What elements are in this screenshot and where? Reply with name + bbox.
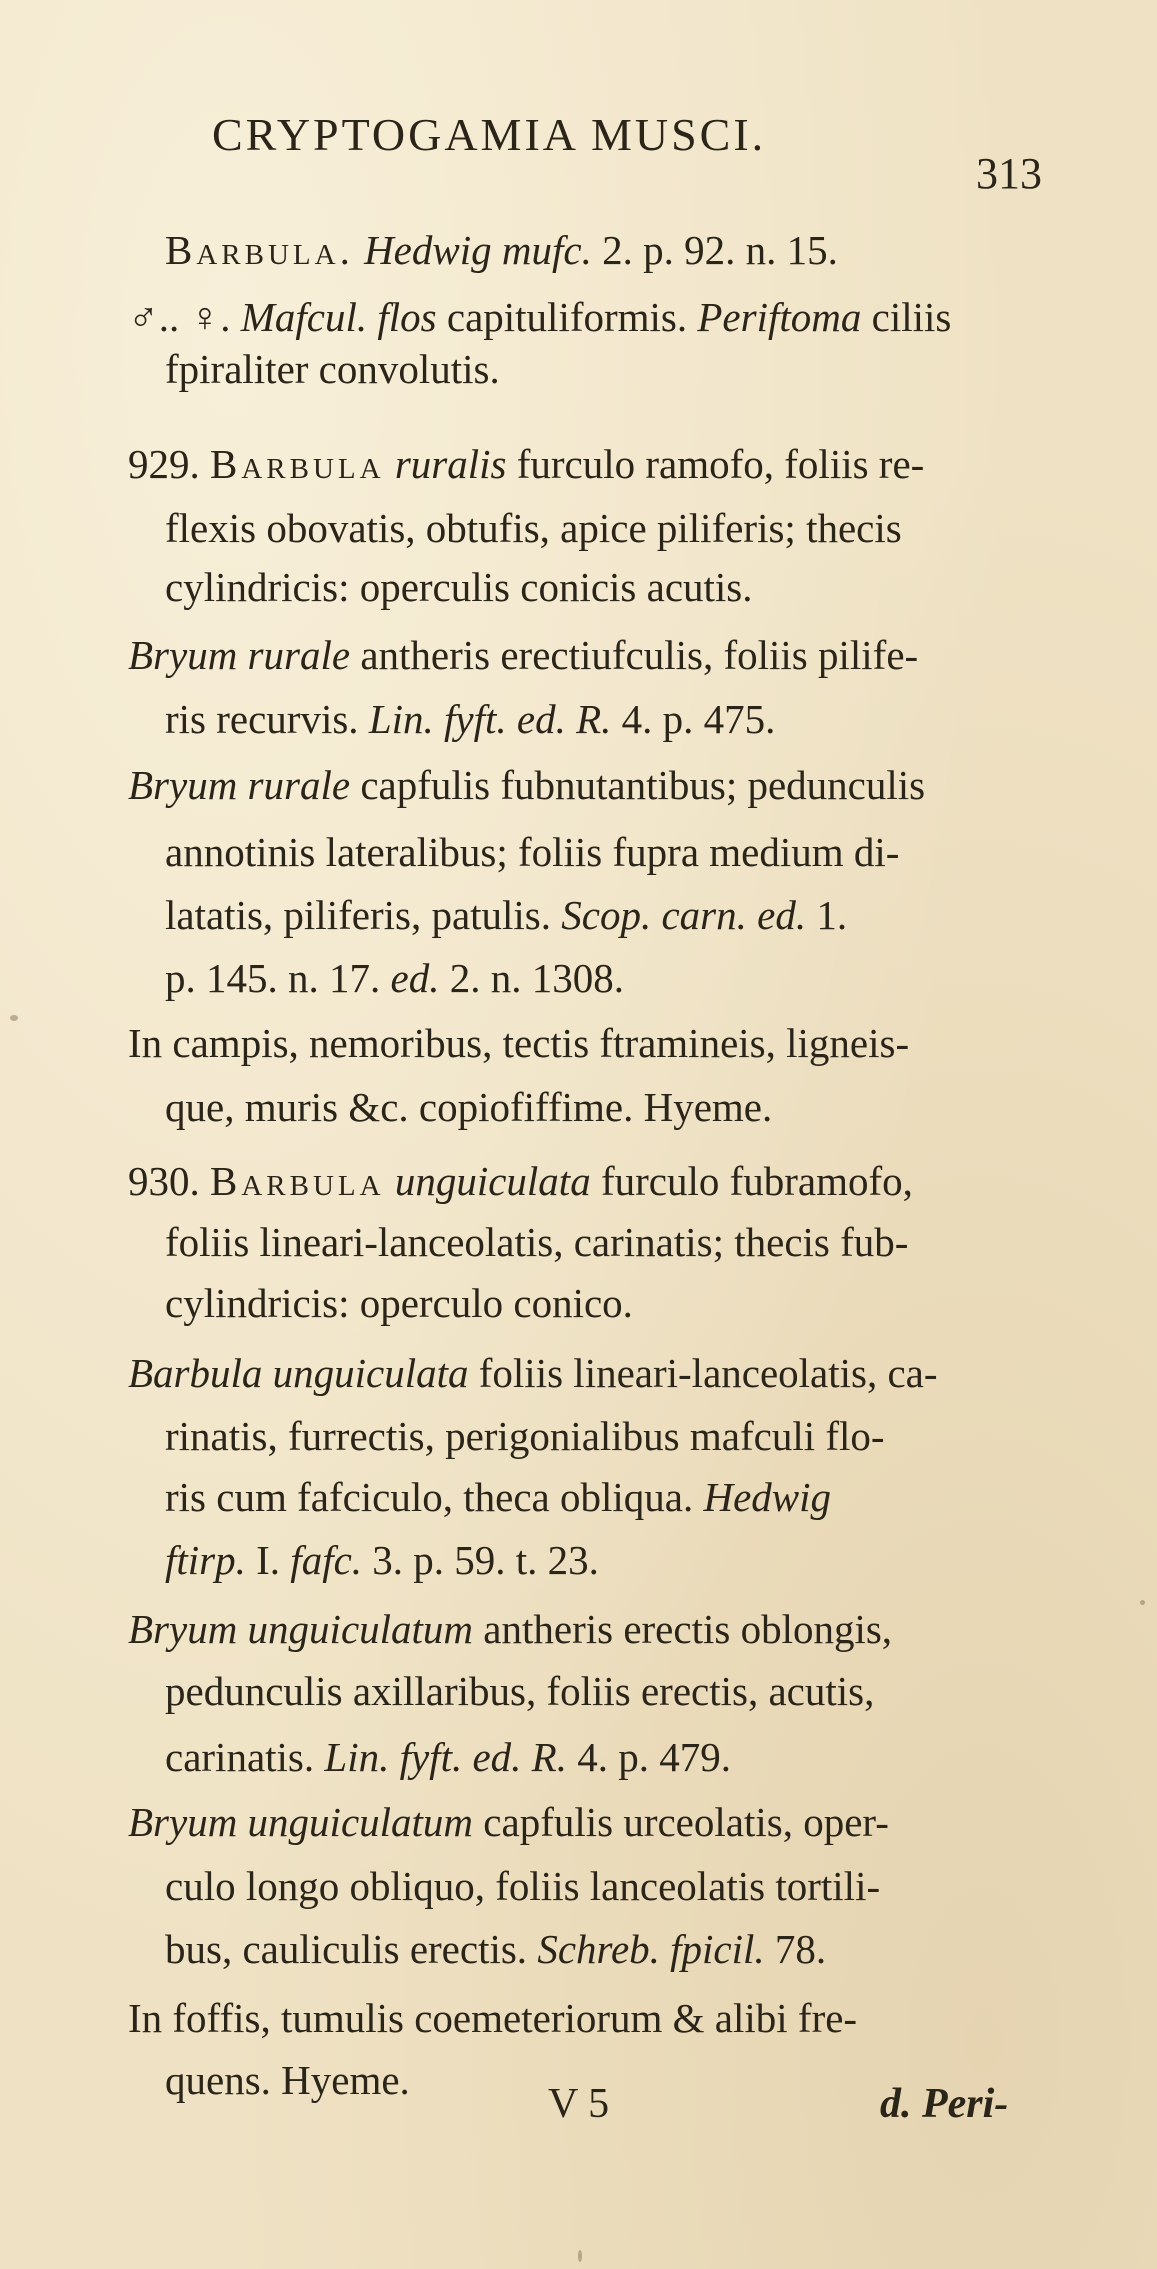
text-line xyxy=(165,346,500,392)
smallcaps-run: Barbula xyxy=(210,1158,385,1204)
text-run: ris cum fafciculo, theca obliqua. xyxy=(165,1474,704,1520)
italic-run: unguiculata xyxy=(394,1158,591,1204)
text-run: ris recurvis. xyxy=(165,696,369,742)
text-run: I. xyxy=(245,1537,291,1583)
signature-mark: V 5 xyxy=(548,2081,610,2127)
text-run: In foffis, tumulis coemeteriorum & alibi fre- xyxy=(128,1995,858,2041)
text-run: furculo fubramofo, xyxy=(590,1158,913,1204)
text-line xyxy=(128,1606,893,1652)
text-run: carinatis. xyxy=(165,1734,325,1780)
italic-run: Bryum unguiculatum xyxy=(128,1799,474,1845)
text-run: flexis obovatis, obtufis, apice piliferis; thecis xyxy=(165,505,902,551)
text-run: que, muris &c. copiofiffime. Hyeme. xyxy=(165,1084,773,1130)
text-line xyxy=(128,1020,910,1066)
italic-run: Bryum unguiculatum xyxy=(128,1606,474,1652)
catchword: d. Peri- xyxy=(880,2081,1009,2127)
italic-run: Barbula unguiculata xyxy=(128,1350,469,1396)
text-line xyxy=(128,632,919,678)
text-line xyxy=(165,955,624,1001)
italic-run: fafc. xyxy=(290,1537,363,1583)
text-run: 4. p. 479. xyxy=(566,1734,731,1780)
text-run xyxy=(385,1158,395,1204)
text-run xyxy=(385,441,395,487)
italic-run: Hedwig mufc. xyxy=(364,227,592,273)
text-run: bus, cauliculis erectis. xyxy=(165,1926,538,1972)
text-run: foliis lineari-lanceolatis, ca- xyxy=(468,1350,938,1396)
text-line xyxy=(165,1668,875,1714)
text-run xyxy=(354,227,364,273)
text-line xyxy=(165,1863,881,1909)
text-line xyxy=(128,294,952,340)
text-line xyxy=(128,1799,889,1845)
text-run: quens. Hyeme. xyxy=(165,2057,410,2103)
text-run: 1. xyxy=(806,892,848,938)
text-run: capituliformis. xyxy=(436,294,698,340)
italic-run: Hedwig xyxy=(703,1474,832,1520)
italic-run: ed. xyxy=(390,955,440,1001)
italic-run: ftirp. xyxy=(165,1537,246,1583)
running-title: CRYPTOGAMIA MUSCI. xyxy=(212,109,767,160)
italic-run: Bryum rurale xyxy=(128,632,351,678)
text-line xyxy=(165,829,900,875)
text-line xyxy=(165,1219,909,1265)
text-line xyxy=(165,1926,827,1972)
text-run: antheris erectiufculis, foliis pilife- xyxy=(350,632,919,678)
text-line xyxy=(165,696,776,742)
text-run: ♂.. ♀. xyxy=(128,294,241,340)
text-line xyxy=(128,1995,858,2041)
text-run: rinatis, furrectis, perigonialibus mafculi flo- xyxy=(165,1413,885,1459)
text-run: cylindricis: operculo conico. xyxy=(165,1280,633,1326)
italic-run: Schreb. fpicil. xyxy=(537,1926,765,1972)
italic-run: Periftoma xyxy=(697,294,862,340)
paper-fleck xyxy=(578,2250,582,2262)
text-run: antheris erectis oblongis, xyxy=(473,1606,893,1652)
text-run: 929. xyxy=(128,441,210,487)
text-line xyxy=(128,441,925,487)
text-line xyxy=(165,1734,731,1780)
text-run: culo longo obliquo, foliis lanceolatis tortili- xyxy=(165,1863,881,1909)
text-line xyxy=(165,1413,885,1459)
text-run: 4. p. 475. xyxy=(611,696,776,742)
text-line xyxy=(165,564,753,610)
text-run: 2. n. 1308. xyxy=(439,955,624,1001)
text-run: capfulis urceolatis, oper- xyxy=(473,1799,889,1845)
text-run: cylindricis: operculis conicis acutis. xyxy=(165,564,753,610)
text-run: 78. xyxy=(764,1926,827,1972)
text-line xyxy=(165,1280,633,1326)
page-number: 313 xyxy=(976,149,1042,198)
text-line xyxy=(165,1537,599,1583)
text-run: 2. p. 92. n. 15. xyxy=(591,227,838,273)
text-line xyxy=(165,892,848,938)
text-run: annotinis lateralibus; foliis fupra medium di- xyxy=(165,829,900,875)
text-line xyxy=(165,1474,832,1520)
text-run: capfulis fubnutantibus; pedunculis xyxy=(350,762,926,808)
text-line xyxy=(128,1158,913,1204)
italic-run: Lin. fyft. ed. R. xyxy=(324,1734,567,1780)
text-run: pedunculis axillaribus, foliis erectis, acutis, xyxy=(165,1668,875,1714)
italic-run: Scop. carn. ed. xyxy=(561,892,807,938)
paper-fleck xyxy=(1140,1600,1145,1605)
paper-fleck xyxy=(10,1015,18,1021)
text-run: 930. xyxy=(128,1158,210,1204)
italic-run: Mafcul. flos xyxy=(240,294,437,340)
italic-run: Lin. fyft. ed. R. xyxy=(368,696,612,742)
text-run: In campis, nemoribus, tectis ftramineis, ligneis- xyxy=(128,1020,910,1066)
italic-run: ruralis xyxy=(394,441,507,487)
text-line xyxy=(165,2057,410,2103)
text-line xyxy=(165,1084,773,1130)
text-line xyxy=(165,505,902,551)
text-run: p. 145. n. 17. xyxy=(165,955,391,1001)
text-run: ciliis xyxy=(861,294,952,340)
text-run: fpiraliter convolutis. xyxy=(165,346,500,392)
text-line xyxy=(128,1350,938,1396)
text-run: furculo ramofo, foliis re- xyxy=(506,441,925,487)
text-line xyxy=(128,762,926,808)
text-run: latatis, piliferis, patulis. xyxy=(165,892,562,938)
smallcaps-run: Barbula xyxy=(210,441,385,487)
smallcaps-run: Barbula. xyxy=(165,227,354,273)
italic-run: Bryum rurale xyxy=(128,762,351,808)
text-run: foliis lineari-lanceolatis, carinatis; thecis fub- xyxy=(165,1219,909,1265)
text-line xyxy=(165,227,838,273)
text-run: 3. p. 59. t. 23. xyxy=(362,1537,599,1583)
